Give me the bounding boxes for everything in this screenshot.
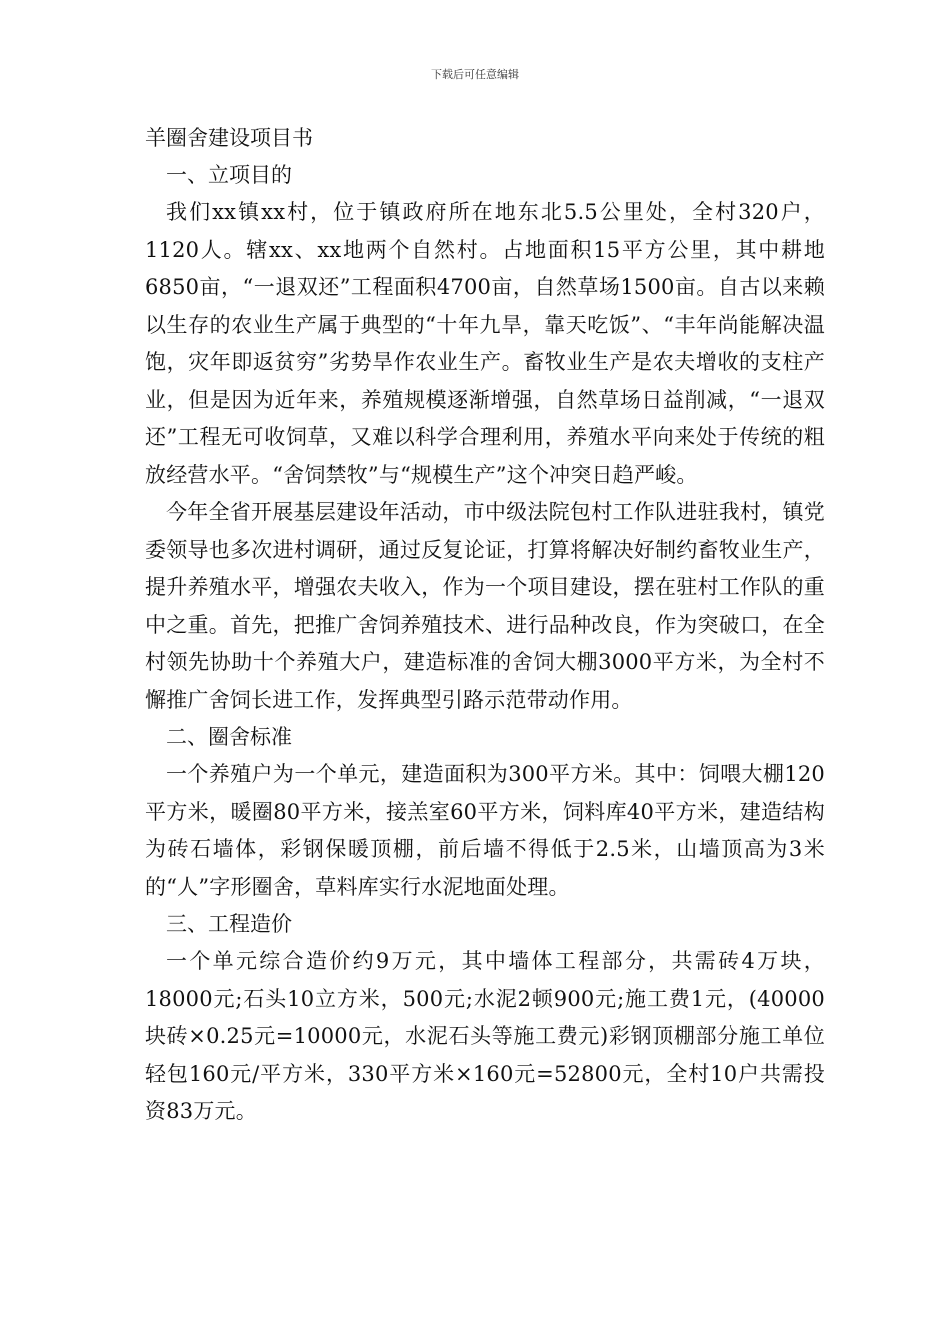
- paragraph-project-cost: 一个单元综合造价约9万元，其中墙体工程部分，共需砖4万块，18000元;石头10立方米，500元;水泥2顿900元;施工费1元，(40000块砖×0.25元=10000元，水泥石头等施工费元)彩钢顶棚部分施工单位轻包160元/平方米，330平方米×160元=52800元，全村10户共需投资83万元。: [145, 949, 825, 1123]
- page-header-note: 下载后可任意编辑: [431, 68, 519, 81]
- document-body: [145, 120, 825, 1131]
- paragraph-pen-standards: 一个养殖户为一个单元，建造面积为300平方米。其中：饲喂大棚120平方米，暖圈80平方米，接羔室60平方米，饲料库40平方米，建造结构为砖石墙体，彩钢保暖顶棚，前后墙不得低于2.5米，山墙顶高为3米的“人”字形圈舍，草料库实行水泥地面处理。: [145, 762, 825, 899]
- section-heading-cost: 三、工程造价: [166, 912, 292, 936]
- paragraph-project-background: 今年全省开展基层建设年活动，市中级法院包村工作队进驻我村，镇党委领导也多次进村调研，通过反复论证，打算将解决好制约畜牧业生产，提升养殖水平，增强农夫收入，作为一个项目建设，摆在驻村工作队的重中之重。首先，把推广舍饲养殖技术、进行品种改良，作为突破口，在全村领先协助十个养殖大户，建造标准的舍饲大棚3000平方米，为全村不懈推广舍饲长进工作，发挥典型引路示范带动作用。: [145, 500, 825, 712]
- paragraph-village-overview: 我们xx镇xx村，位于镇政府所在地东北5.5公里处，全村320户，1120人。辖xx、xx地两个自然村。占地面积15平方公里，其中耕地6850亩，“一退双还”工程面积4700亩，自然草场1500亩。自古以来赖以生存的农业生产属于典型的“十年九旱，靠天吃饭”、“丰年尚能解决温饱，灾年即返贫穷”劣势旱作农业生产。畜牧业生产是农夫增收的支柱产业，但是因为近年来，养殖规模逐渐增强，自然草场日益削减，“一退双还”工程无可收饲草，又难以科学合理利用，养殖水平向来处于传统的粗放经营水平。“舍饲禁牧”与“规模生产”这个冲突日趋严峻。: [145, 200, 825, 487]
- section-heading-purpose: 一、立项目的: [166, 163, 292, 187]
- document-title: 羊圈舍建设项目书: [145, 126, 313, 150]
- section-heading-standards: 二、圈舍标准: [166, 725, 292, 749]
